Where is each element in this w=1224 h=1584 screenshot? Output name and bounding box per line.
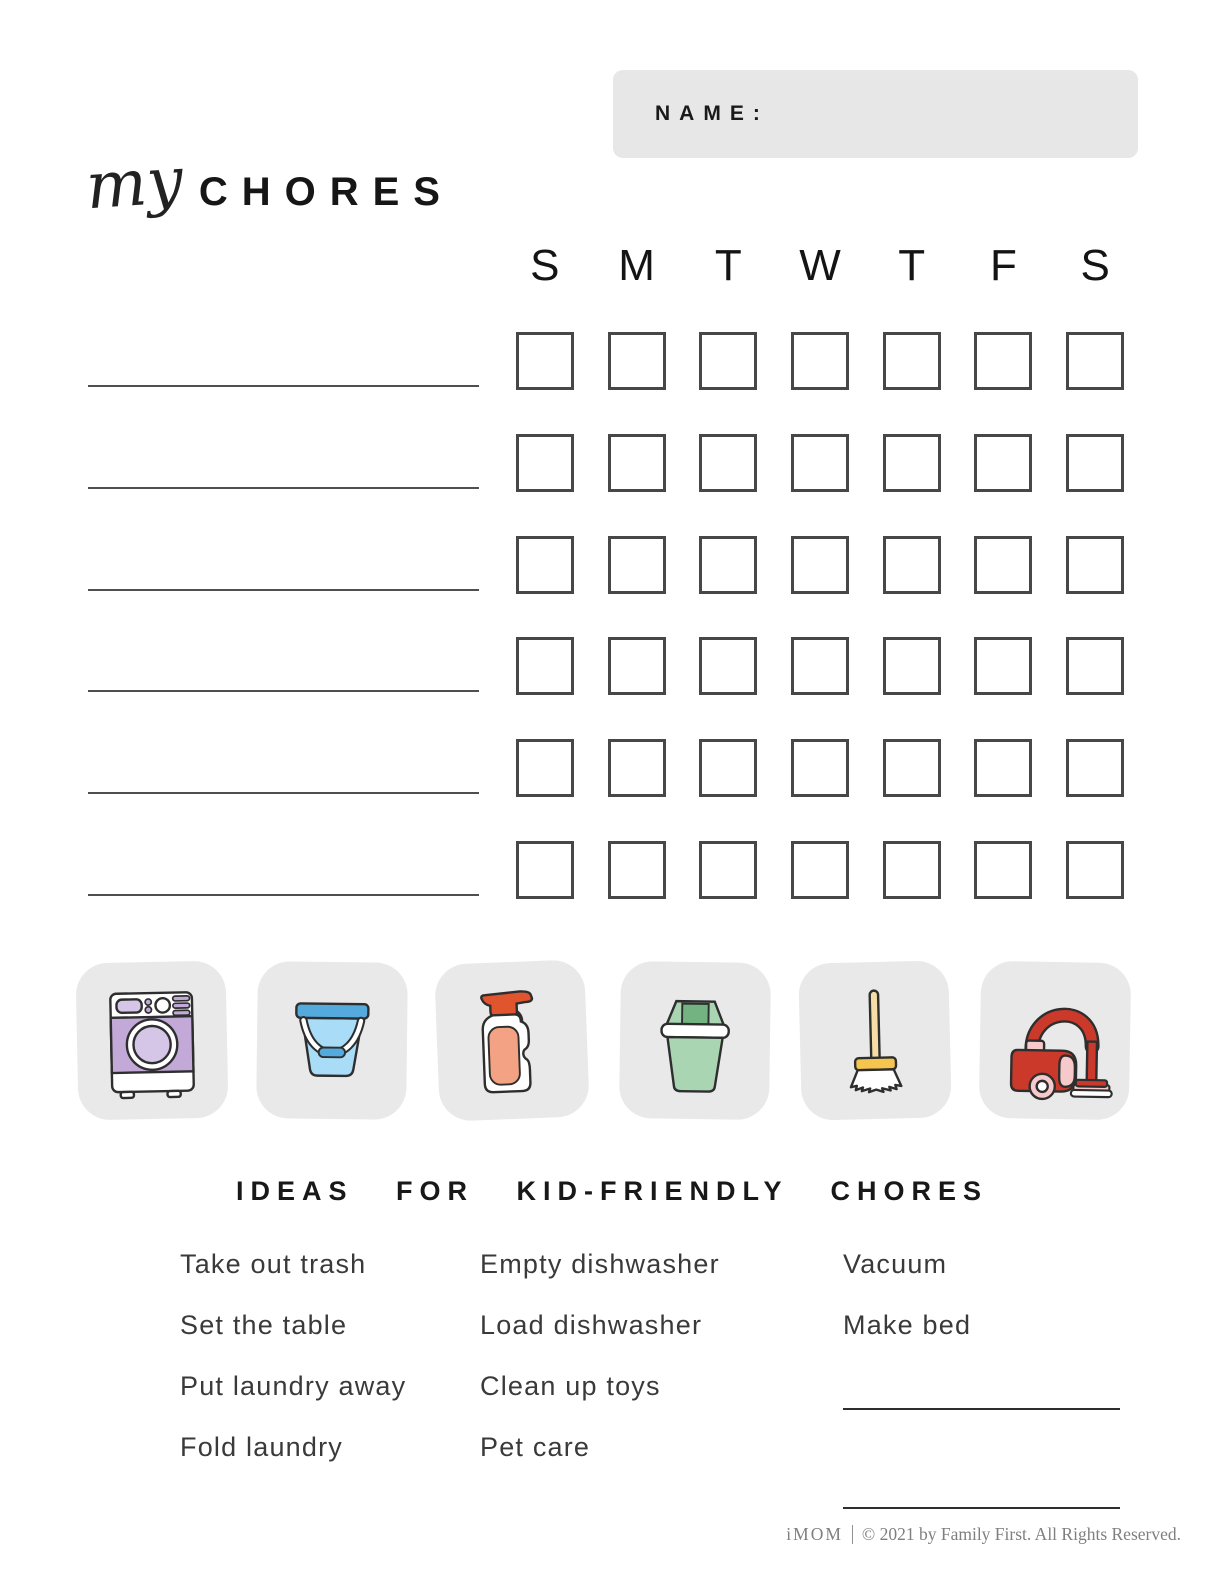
day-checkbox[interactable] [608,434,666,492]
chore-name-line[interactable] [88,792,479,794]
idea-item: Clean up toys [480,1371,661,1401]
idea-slot [480,1309,720,1370]
day-header-3: W [799,241,841,290]
day-checkbox[interactable] [791,739,849,797]
chore-icon-tile-vacuum [979,961,1132,1121]
footer-divider [852,1525,853,1544]
day-header-4: T [898,241,926,290]
ideas-heading: IDEAS FOR KID-FRIENDLY CHORES [235,1176,989,1206]
chore-icon-tile-bucket [256,961,408,1120]
day-checkbox[interactable] [791,841,849,899]
idea-item: Set the table [180,1310,348,1340]
vacuum-icon [994,977,1116,1103]
day-checkbox[interactable] [974,637,1032,695]
day-checkbox[interactable] [1066,434,1124,492]
idea-slot [480,1431,720,1492]
day-checkbox[interactable] [699,739,757,797]
washing-machine-icon [91,977,214,1103]
idea-item: Put laundry away [180,1371,407,1401]
chore-name-line[interactable] [88,487,479,489]
day-checkbox[interactable] [1066,841,1124,899]
day-header-row [499,241,1141,290]
day-checkbox[interactable] [608,332,666,390]
page-title [83,143,454,225]
idea-item: Load dishwasher [480,1310,703,1340]
ideas-column-1 [180,1248,406,1492]
ideas-column-2 [480,1248,720,1492]
name-field[interactable] [613,70,1138,158]
day-checkbox[interactable] [516,841,574,899]
day-checkbox[interactable] [791,536,849,594]
day-checkbox[interactable] [516,739,574,797]
idea-slot [180,1309,406,1370]
day-checkbox[interactable] [974,739,1032,797]
day-checkbox[interactable] [699,841,757,899]
day-checkbox[interactable] [883,434,941,492]
day-header-1: M [618,241,655,290]
idea-slot [480,1248,720,1309]
footer-brand: iMOM [786,1524,843,1544]
chore-icon-tile-broom [798,960,952,1121]
idea-slot [843,1248,1120,1309]
day-checkbox[interactable] [608,841,666,899]
day-checkbox[interactable] [974,434,1032,492]
spray-bottle-icon [450,976,575,1105]
idea-item: Vacuum [843,1249,948,1279]
idea-item: Take out trash [180,1249,367,1279]
bucket-icon [271,978,393,1103]
day-checkbox[interactable] [608,739,666,797]
idea-slot [480,1370,720,1431]
day-checkbox[interactable] [699,536,757,594]
chore-name-line[interactable] [88,589,479,591]
chore-name-line[interactable] [88,894,479,896]
idea-slot [180,1248,406,1309]
custom-chore-line[interactable] [843,1408,1120,1410]
idea-item: Empty dishwasher [480,1249,720,1279]
day-checkbox[interactable] [1066,739,1124,797]
day-checkbox[interactable] [699,332,757,390]
trash-can-icon [634,978,756,1104]
chore-icon-tile-spray [434,959,590,1122]
day-checkbox[interactable] [699,434,757,492]
idea-item: Pet care [480,1432,591,1462]
day-checkbox[interactable] [516,536,574,594]
idea-item: Fold laundry [180,1432,343,1462]
day-checkbox[interactable] [883,536,941,594]
custom-chore-line[interactable] [843,1507,1120,1509]
idea-slot [180,1431,406,1492]
footer-copyright [786,1524,1181,1545]
day-header-6: S [1080,241,1110,290]
day-checkbox[interactable] [883,841,941,899]
chore-icon-tile-laundry [75,960,228,1120]
chore-icon-tile-trash [619,961,771,1120]
title-main: CHORES [198,170,454,214]
day-checkbox[interactable] [1066,332,1124,390]
day-checkbox[interactable] [608,637,666,695]
day-checkbox[interactable] [516,332,574,390]
name-label: NAME: [655,102,769,125]
day-checkbox[interactable] [608,536,666,594]
day-checkbox[interactable] [791,637,849,695]
day-checkbox[interactable] [1066,536,1124,594]
broom-icon [814,977,937,1104]
title-script: my [83,143,186,225]
day-checkbox[interactable] [791,434,849,492]
day-header-5: F [990,241,1017,290]
day-header-2: T [714,241,742,290]
idea-item: Make bed [843,1310,972,1340]
day-checkbox[interactable] [699,637,757,695]
day-checkbox[interactable] [974,536,1032,594]
day-checkbox[interactable] [516,434,574,492]
day-checkbox[interactable] [791,332,849,390]
day-checkbox[interactable] [883,739,941,797]
day-checkbox[interactable] [1066,637,1124,695]
idea-slot [843,1408,1120,1469]
chore-name-line[interactable] [88,690,479,692]
day-checkbox[interactable] [883,637,941,695]
day-checkbox[interactable] [974,332,1032,390]
day-checkbox[interactable] [974,841,1032,899]
ideas-column-3 [843,1248,1120,1568]
idea-slot [180,1370,406,1431]
day-checkbox[interactable] [516,637,574,695]
day-header-0: S [530,241,560,290]
footer-text: © 2021 by Family First. All Rights Reserved. [861,1524,1181,1544]
day-checkbox[interactable] [883,332,941,390]
idea-slot [843,1309,1120,1370]
chore-name-line[interactable] [88,385,479,387]
